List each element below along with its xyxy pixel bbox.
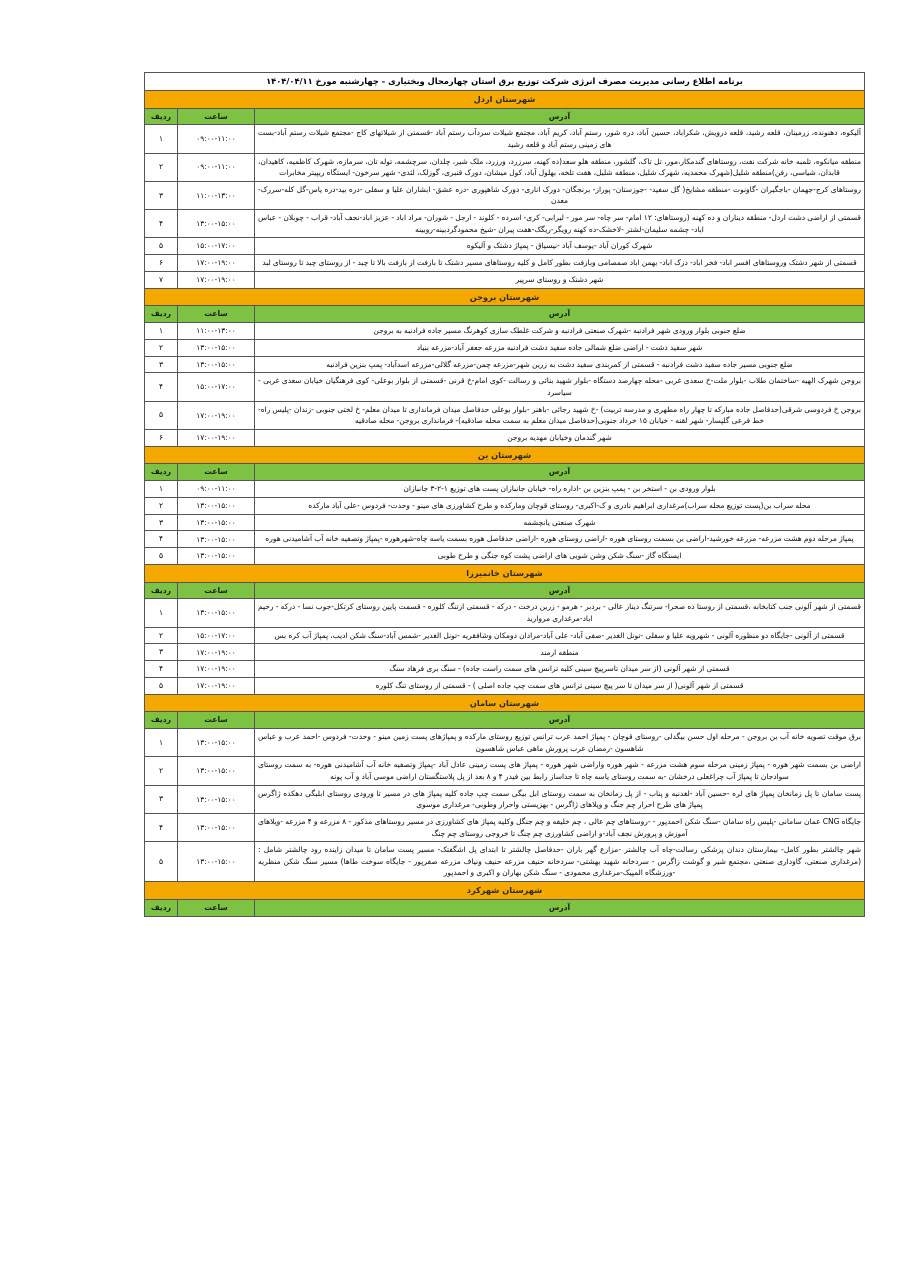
outage-row-number: ۵	[144, 401, 177, 429]
outage-address: شهر گندمان وخیابان مهدیه بروجن	[255, 429, 865, 446]
outage-row-number: ۳	[144, 644, 177, 661]
outage-address: روستاهای کرج-جهمان -باجگیران -گاونوت -منطقه مشایخ( گل سفید- -جوزستان- پوراز- برنجگان- دورک اناری- دورک شاهپوری -دره عشق- ابشاران علیا و سفلی -دره بید-دره یاس-گل کله-سررک-معدن	[255, 181, 865, 209]
outage-row-number: ۲	[144, 627, 177, 644]
column-header-row: ردیف	[144, 108, 177, 125]
outage-row-number: ۱	[144, 729, 177, 757]
outage-row-number: ۲	[144, 497, 177, 514]
column-header-time: ساعت	[178, 108, 255, 125]
table-row	[144, 785, 864, 813]
column-header-address: آدرس	[255, 582, 865, 599]
outage-address: قسمتی از شهر آلونی( از سر میدان تا سر پیچ سینی ترانس های سمت چپ جاده اصلی ) - قسمتی از روستای تنگ کلوره	[255, 677, 865, 694]
outage-time: ۱۵:۰۰-۱۷:۰۰	[178, 373, 255, 401]
outage-row-number: ۶	[144, 255, 177, 272]
column-header-row: ردیف	[144, 306, 177, 323]
outage-address: شهرک صنعتی یانچشمه	[255, 514, 865, 531]
outage-address: شهر سفید دشت - اراضی ضلع شمالی جاده سفید دشت فرادنبه مزرعه جعفر آباد-مزرعه بنیاد	[255, 339, 865, 356]
outage-row-number: ۳	[144, 181, 177, 209]
outage-time: ۰۹:۰۰-۱۱:۰۰	[178, 125, 255, 153]
table-row	[144, 125, 864, 153]
outage-address: بروجن خ فردوسی شرقی(حدفاصل جاده مبارکه تا چهار راه مطهری و مدرسه تربیت) -خ شهید رجائی -باهنر -بلوار بوعلی حدفاصل میدان فرمانداری تا میدان معلم- خ لختی جنوبی -زندان -پلیس راه-خط فرعی گلپسار- شهر لقنه - خیابان ۱۵ خرداد جنوبی(حدفاصل میدان معلم به سمت محله صادقیه)- فرمانداری بروجن- محله صادقیه	[255, 401, 865, 429]
outage-address: شهر دشتک و روستای سرپیر	[255, 271, 865, 288]
outage-time: ۱۳:۰۰-۱۵:۰۰	[178, 599, 255, 627]
page-title: برنامه اطلاع رسانی مدیریت مصرف انرژی شرکت توزیع برق استان چهارمحال وبختیاری - چهارشنبه مورخ ۱۴۰۴/۰۴/۱۱	[144, 73, 864, 91]
table-row	[144, 729, 864, 757]
county-header-row	[144, 288, 864, 306]
column-header-address: آدرس	[255, 108, 865, 125]
column-header-row	[144, 306, 864, 323]
outage-row-number: ۵	[144, 238, 177, 255]
table-row	[144, 153, 864, 181]
outage-time: ۱۳:۰۰-۱۵:۰۰	[178, 785, 255, 813]
outage-schedule-table	[144, 72, 865, 917]
county-name: شهرستان اردل	[144, 90, 864, 108]
outage-row-number: ۴	[144, 661, 177, 678]
outage-address: برق موقت تصویه خانه آب بن بروجن - مرحله اول حسن بیگدلی -روستای قوچان - پمپاژ احمد عرب ترانس توزیع روستای مارکده و پمپاژهای پست زمین مینو - وحدت- فردوس -احمد عرب و عباس شاهسون -رمضان عرب پرورش ماهی عباس شاهسون	[255, 729, 865, 757]
column-header-time: ساعت	[178, 712, 255, 729]
outage-row-number: ۵	[144, 548, 177, 565]
outage-time: ۱۷:۰۰-۱۹:۰۰	[178, 401, 255, 429]
outage-time: ۱۳:۰۰-۱۵:۰۰	[178, 757, 255, 785]
table-row	[144, 401, 864, 429]
outage-row-number: ۷	[144, 271, 177, 288]
outage-row-number: ۴	[144, 813, 177, 841]
outage-address: پمپاژ مرحله دوم هشت مزرعه- مزرعه خورشید-اراضی بن بسمت روستای هوره -اراضی روستای هوره -اراضی حدفاصل هوره بسمت یاسه چاه-شهرهوره -پمپاژ وتصفیه خانه آب آشامیدنی هوره	[255, 531, 865, 548]
outage-address: قسمتی از آلونی -جایگاه دو منظوره آلونی - شهرویه علیا و سفلی -تونل الغدیر -صفی آباد- علی آباد-مرادان دومکان وشافقریه -تونل الغدیر -شمس آباد-سنگ شکن ادیب، پمپاژ آب کره بس	[255, 627, 865, 644]
outage-address: منطقه ارمند	[255, 644, 865, 661]
county-header-row	[144, 90, 864, 108]
outage-row-number: ۳	[144, 514, 177, 531]
outage-row-number: ۱	[144, 599, 177, 627]
outage-time: ۰۹:۰۰-۱۱:۰۰	[178, 153, 255, 181]
outage-time: ۱۳:۰۰-۱۵:۰۰	[178, 356, 255, 373]
outage-time: ۱۳:۰۰-۱۵:۰۰	[178, 548, 255, 565]
table-row	[144, 514, 864, 531]
outage-address: شهر چالشتر بطور کامل- بیمارستان دندان پزشکی رسالت-چاه آب چالشتر -مزارع گهر باران -حدفاصل چالشتر تا ابتدای پل اشگفتک- مسیر پست سامان تا میدان زاینده رود چالشتر شامل :(مرغداری صنعتی، گاوداری صنعتی ،مجتمع شیر و گوشت زاگرس - سردخانه شهید بهشتی- سردخانه حنیف مزرعه حنیف ونیاف مزرعه صفرپور - جایگاه سوخت طاها) مسیر سنگ شکن منظریه -ورزشگاه المپیک-مرغداری محمودی - سنگ شکن بهاران و اکبری و احمدپور	[255, 842, 865, 882]
column-header-row: ردیف	[144, 712, 177, 729]
table-row	[144, 323, 864, 340]
outage-address: منطقه میانکوه، تلمبه خانه شرکت نفت، روستاهای گندمکار،مور، تل تاک، گلشور، منطقه هلو سعد(ده کهنه، سرزرد، ورزرد، ملک شیر، چلدان، سرچشمه، توله تان، سرمازه، شهرک کاظمیه، کاهیدان، قابدان، شیاسی، رفن)منطقه شلیل(شهرک محمدیه، شهرک شلیل، منطقه شلیل، هفت تلخه، بهلول آباد، کول میشان، دورک قنبری، گوزلک، لئدی- شهر سرخون- ایستگاه ریپیتر مخابرات	[255, 153, 865, 181]
outage-time: ۱۳:۰۰-۱۵:۰۰	[178, 729, 255, 757]
table-row	[144, 271, 864, 288]
outage-row-number: ۱	[144, 323, 177, 340]
table-row	[144, 813, 864, 841]
outage-time: ۱۷:۰۰-۱۹:۰۰	[178, 429, 255, 446]
county-name: شهرستان شهرکرد	[144, 882, 864, 900]
outage-row-number: ۴	[144, 373, 177, 401]
county-name: شهرستان بن	[144, 446, 864, 464]
column-header-address: آدرس	[255, 464, 865, 481]
table-row	[144, 373, 864, 401]
table-row	[144, 210, 864, 238]
outage-time: ۱۷:۰۰-۱۹:۰۰	[178, 644, 255, 661]
outage-address: جایگاه CNG عمان سامانی -پلیس راه سامان -سنگ شکن احمدپور - -روستاهای چم عالی ، چم خلیفه و چم جنگل وکلیه پمپاژ های کشاورزی در مسیر روستاهای مذکور - ۸ مزرعه و ۴ مزرعه -ویلاهای آموزش و پرورش نجف آباد-و اراضی کشاورزی چم چنگ تا خروجی روستای چم چنگ	[255, 813, 865, 841]
outage-time: ۱۷:۰۰-۱۹:۰۰	[178, 661, 255, 678]
column-header-time: ساعت	[178, 306, 255, 323]
column-header-row	[144, 464, 864, 481]
outage-address: محله سراب بن(پست توزیع محله سراب)مرغداری ابراهیم نادری و ک-اکبری- روستای قوچان ومارکده و طرح کشاورزی های مینو - وحدت- فردوس -علی آباد مارکده	[255, 497, 865, 514]
county-name: شهرستان خانمیرزا	[144, 564, 864, 582]
table-row	[144, 255, 864, 272]
table-row	[144, 548, 864, 565]
outage-address: قسمتی از اراضی دشت اردل- منطقه دیناران و ده کهنه (روستاهای: ۱۲ امام- سر چاه- سر مور - لیرابی- کری- اسرده - کلوند - ارجل - شوران- مراد اباد - عزیز اباد-نجف آباد- قراب - چوبلان - عباس اباد- چشمه سلیمان-لشتر -لاخشک-ده کهنه رویگر-ریگک-هفت پیران -شیخ محمودگردبینه-روبینه	[255, 210, 865, 238]
outage-row-number: ۴	[144, 210, 177, 238]
outage-row-number: ۳	[144, 785, 177, 813]
outage-time: ۱۳:۰۰-۱۵:۰۰	[178, 842, 255, 882]
column-header-time: ساعت	[178, 582, 255, 599]
county-header-row	[144, 694, 864, 712]
outage-time: ۱۷:۰۰-۱۹:۰۰	[178, 271, 255, 288]
outage-time: ۱۳:۰۰-۱۵:۰۰	[178, 210, 255, 238]
table-row	[144, 181, 864, 209]
outage-time: ۱۳:۰۰-۱۵:۰۰	[178, 339, 255, 356]
county-name: شهرستان سامان	[144, 694, 864, 712]
column-header-address: آدرس	[255, 306, 865, 323]
outage-time: ۱۳:۰۰-۱۵:۰۰	[178, 531, 255, 548]
column-header-row: ردیف	[144, 582, 177, 599]
outage-time: ۱۷:۰۰-۱۹:۰۰	[178, 677, 255, 694]
outage-time: ۰۹:۰۰-۱۱:۰۰	[178, 481, 255, 498]
column-header-row: ردیف	[144, 899, 177, 916]
outage-row-number: ۶	[144, 429, 177, 446]
table-row	[144, 661, 864, 678]
outage-address: اراضی بن بسمت شهر هوره - پمپاژ زمینی مرحله سوم هشت مزرعه - شهر هوره واراضی شهر هوره - پمپاژ های پست زمینی عادل آباد -پمپاژ وتصفیه خانه آب آشامیدنی هوره- به سمت روستای سوادجان تا پمپاژ آب چراغعلی درخشان -به سمت روستای یاسه چاه تا جداساز رابط بین فیدر ۴ و ۸ بعد از پل پلاستگستان اراضی موسی آباد و آب پونه	[255, 757, 865, 785]
table-row	[144, 644, 864, 661]
outage-row-number: ۲	[144, 339, 177, 356]
outage-address: بروجن شهرک الهیه -ساختمان طلاب -بلوار ملت-خ سعدی غربی -محله چهارصد دستگاه -بلوار شهید بنائی و رسالت -کوی امام-خ قرنی -قسمتی از بلوار بوعلی- کوی فرهنگیان خیابان سعدی غربی - سیاسرد	[255, 373, 865, 401]
table-row	[144, 497, 864, 514]
outage-row-number: ۵	[144, 677, 177, 694]
outage-row-number: ۳	[144, 356, 177, 373]
outage-address: آلیکوه، دهنونده، زرمینان، قلعه رشید، قلعه درویش، شکراباد، حسین آباد، دره شور، رستم آباد، کریم آباد، مجتمع شیلات سردآب رستم آباد -قسمتی از شیلاتهای کاج -مجتمع شیلات رستم آباد-بست های زمینی رستم آباد و قلعه رشید	[255, 125, 865, 153]
outage-address: قسمتی از شهر آلونی جنب کتابخانه ،قسمتی از روستا ده صحرا- سرتنگ دینار عالی - بردبر - هرمو - زرین درخت - درکه - قسمتی ازتنگ کلوره - قسمت پایین روستای کرتکل-جوب نسا - درکه - رحیم اباد-مرغداری مروارید	[255, 599, 865, 627]
outage-time: ۱۳:۰۰-۱۵:۰۰	[178, 497, 255, 514]
document-title-row	[144, 73, 864, 91]
outage-time: ۱۷:۰۰-۱۹:۰۰	[178, 255, 255, 272]
column-header-time: ساعت	[178, 464, 255, 481]
outage-time: ۱۵:۰۰-۱۷:۰۰	[178, 238, 255, 255]
outage-address: شهرک کوران آباد -یوسف آباد -نیسیاق - پمپاژ دشتک و آلیکوه	[255, 238, 865, 255]
outage-row-number: ۱	[144, 481, 177, 498]
outage-row-number: ۲	[144, 153, 177, 181]
county-header-row	[144, 882, 864, 900]
outage-row-number: ۵	[144, 842, 177, 882]
table-row	[144, 429, 864, 446]
table-row	[144, 481, 864, 498]
outage-time: ۱۳:۰۰-۱۵:۰۰	[178, 514, 255, 531]
table-row	[144, 757, 864, 785]
table-row	[144, 842, 864, 882]
county-header-row	[144, 564, 864, 582]
county-name: شهرستان بروجن	[144, 288, 864, 306]
column-header-row	[144, 108, 864, 125]
outage-time: ۱۱:۰۰-۱۳:۰۰	[178, 181, 255, 209]
outage-address: پست سامان تا پل زمانخان پمپاژ های لره -حسین آباد -لغدنبه و پناب - از پل زمانخان به سمت روستای ابل بیگی سمت چپ جاده کلیه پمپاژ های در مسیر تا ورودی روستای ابلبگی دهکده ژاگرس پمپاژ های طرح احرار چم جنگ و ویلاهای ژاگرس - بهزیستی واحرار وطوبی- مرغداری موسوی	[255, 785, 865, 813]
table-row	[144, 627, 864, 644]
outage-row-number: ۴	[144, 531, 177, 548]
county-header-row	[144, 446, 864, 464]
outage-address: قسمتی از شهر آلونی (از سر میدان تاسرپیچ سینی کلیه ترانس های سمت راست جاده) - سنگ بری فرهاد سنگ	[255, 661, 865, 678]
column-header-row	[144, 582, 864, 599]
outage-address: ضلع جنوبی بلوار ورودی شهر فرادنبه -شهرک صنعتی فرادنبه و شرکت غلطک سازی کوهرنگ مسیر جاده فرادنبه به بروجن	[255, 323, 865, 340]
outage-time: ۱۵:۰۰-۱۷:۰۰	[178, 627, 255, 644]
table-row	[144, 238, 864, 255]
table-row	[144, 599, 864, 627]
outage-row-number: ۱	[144, 125, 177, 153]
outage-time: ۱۱:۰۰-۱۳:۰۰	[178, 323, 255, 340]
column-header-time: ساعت	[178, 899, 255, 916]
table-row	[144, 677, 864, 694]
outage-address: ایستگاه گاز -سنگ شکن وشن شویی های اراضی پشت کوه جنگی و طرح طوبی	[255, 548, 865, 565]
table-row	[144, 531, 864, 548]
column-header-address: آدرس	[255, 899, 865, 916]
outage-address: بلوار ورودی بن - استخر بن - پمپ بنزین بن -اداره راه- خیابان جانبازان پست های توزیع ۱-۲-۳ جانبازان	[255, 481, 865, 498]
column-header-row	[144, 712, 864, 729]
column-header-row	[144, 899, 864, 916]
outage-row-number: ۲	[144, 757, 177, 785]
column-header-address: آدرس	[255, 712, 865, 729]
column-header-row: ردیف	[144, 464, 177, 481]
table-row	[144, 339, 864, 356]
outage-address: ضلع جنوبی مسیر جاده سفید دشت فرادنبه - قسمتی از کمربندی سفید دشت به زرین شهر-مزرعه چمن-مزرعه گلالی-مزرعه اسدآباد- پمپ بنزین فرادنبه	[255, 356, 865, 373]
outage-time: ۱۳:۰۰-۱۵:۰۰	[178, 813, 255, 841]
table-row	[144, 356, 864, 373]
outage-address: قسمتی از شهر دشتک وروستاهای افسر اباد- فخر اباد- دزک اباد- بهمن اباد صمصامی وبازفت بطور کامل و کلیه روستاهای مسیر دشتک تا بازفت از بازفت بالا تا چبد - از روستای چبد تا روستای لبد	[255, 255, 865, 272]
